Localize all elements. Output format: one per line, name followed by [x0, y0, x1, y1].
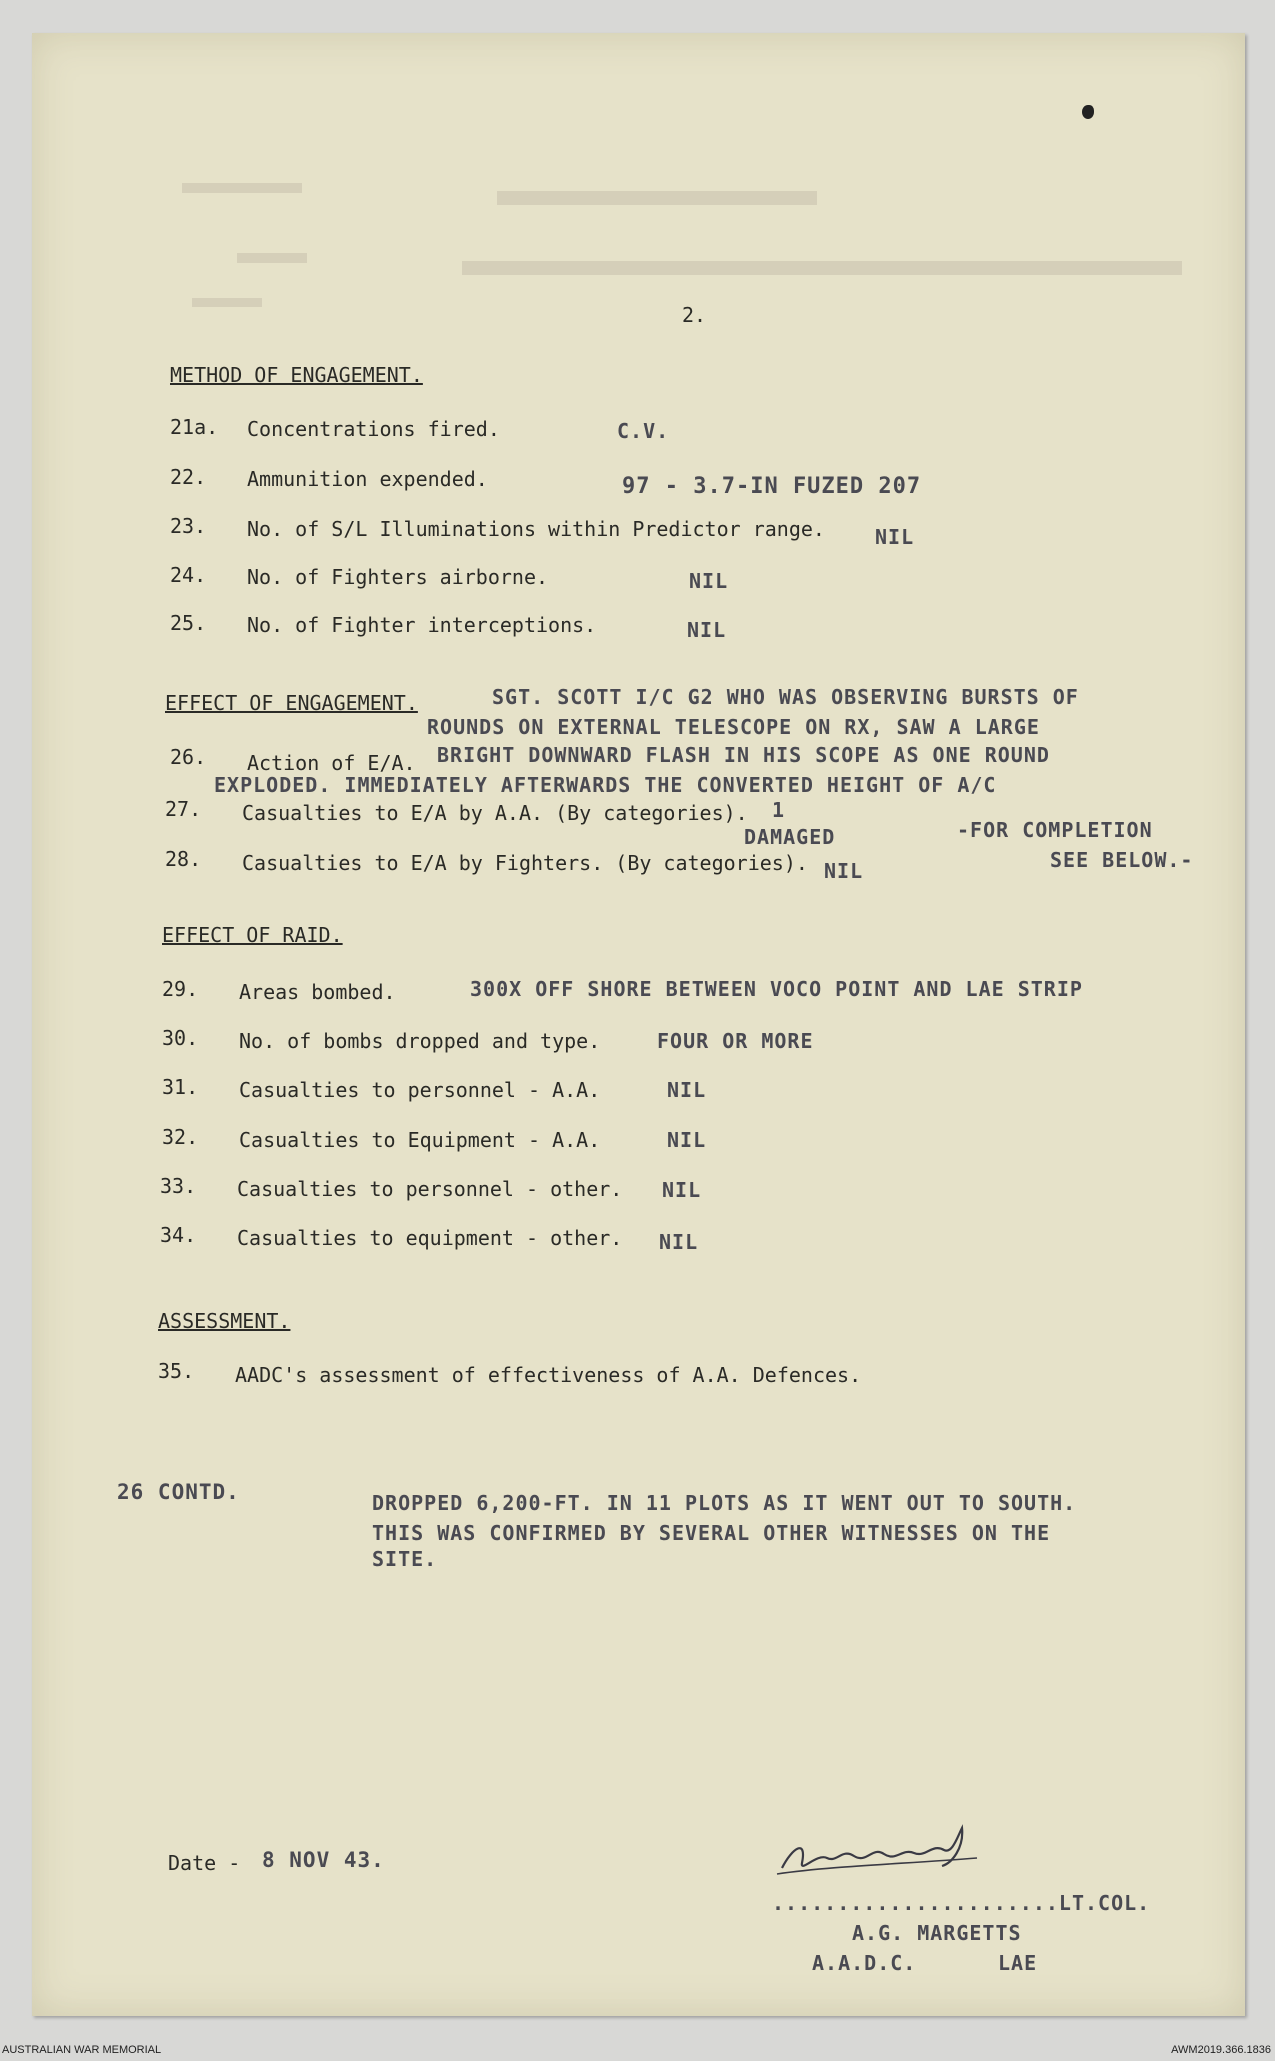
item-number: 22. [170, 465, 207, 489]
section-heading-assessment: ASSESSMENT. [158, 1309, 291, 1333]
engagement-remark-line: BRIGHT DOWNWARD FLASH IN HIS SCOPE AS ONE ROUND [437, 743, 1050, 767]
date-value: 8 NOV 43. [262, 1848, 385, 1872]
item-number: 35. [158, 1359, 195, 1383]
item-answer: NIL [667, 1128, 707, 1152]
item-number: 28. [165, 847, 202, 871]
item-answer: NIL [667, 1078, 707, 1102]
bleed-through-mark [182, 183, 302, 193]
engagement-remark-completion: -FOR COMPLETION [957, 818, 1153, 842]
item-label: Casualties to equipment - other. [237, 1226, 623, 1250]
item-answer: NIL [689, 569, 729, 593]
signature-place: LAE [998, 1951, 1038, 1975]
item-label: Ammunition expended. [247, 467, 488, 491]
section-heading-effect-raid: EFFECT OF RAID. [162, 923, 343, 947]
item-label: AADC's assessment of effectiveness of A.A. Defences. [235, 1363, 862, 1387]
section-heading-effect-engagement: EFFECT OF ENGAGEMENT. [165, 691, 418, 715]
signature-name: A.G. MARGETTS [852, 1921, 1022, 1945]
bleed-through-mark [497, 191, 817, 205]
signature-role: A.A.D.C. [812, 1951, 917, 1975]
item-label: Casualties to personnel - A.A. [239, 1078, 601, 1102]
item-number: 31. [162, 1075, 199, 1099]
section-heading-method: METHOD OF ENGAGEMENT. [170, 363, 423, 387]
item-label: Areas bombed. [239, 980, 396, 1004]
continuation-line: THIS WAS CONFIRMED BY SEVERAL OTHER WITNESSES ON THE [372, 1521, 1051, 1545]
engagement-remark-line: ROUNDS ON EXTERNAL TELESCOPE ON RX, SAW A LARGE [427, 715, 1040, 739]
engagement-remark-see-below: SEE BELOW.- [1050, 848, 1194, 872]
item-label: Casualties to personnel - other. [237, 1177, 623, 1201]
page-number: 2. [682, 303, 707, 327]
date-label: Date - [168, 1851, 241, 1875]
item-number: 26. [170, 745, 207, 769]
item-label: No. of bombs dropped and type. [239, 1029, 601, 1053]
footer-credit-left: AUSTRALIAN WAR MEMORIAL [2, 2044, 162, 2056]
item-answer: FOUR OR MORE [657, 1029, 814, 1053]
item-label: Action of E/A. [247, 751, 416, 775]
item-answer: NIL [662, 1178, 702, 1202]
item-number: 23. [170, 514, 207, 538]
item-answer: 97 - 3.7-IN FUZED 207 [622, 474, 922, 499]
item-number: 24. [170, 563, 207, 587]
item-answer: NIL [687, 618, 727, 642]
item-number: 33. [160, 1174, 197, 1198]
footer-accession-number: AWM2019.366.1836 [1171, 2044, 1271, 2056]
item-label: Casualties to E/A by Fighters. (By categories). [242, 851, 808, 875]
punch-hole-mark [1082, 105, 1094, 119]
item-answer: NIL [824, 859, 864, 883]
signature-scrawl [772, 1808, 1002, 1888]
bleed-through-mark [462, 261, 1182, 275]
continuation-label: 26 CONTD. [117, 1480, 240, 1504]
item-answer: NIL [659, 1230, 699, 1254]
engagement-remark-line: SGT. SCOTT I/C G2 WHO WAS OBSERVING BURSTS OF [492, 685, 1079, 709]
item-number: 21a. [170, 415, 219, 439]
item-number: 30. [162, 1026, 199, 1050]
bleed-through-mark [237, 253, 307, 263]
item-answer: NIL [875, 525, 915, 549]
item-number: 25. [170, 611, 207, 635]
engagement-remark-damaged: DAMAGED [744, 825, 836, 849]
item-label: No. of Fighters airborne. [247, 565, 549, 589]
item-number: 27. [165, 797, 202, 821]
bleed-through-mark [192, 298, 262, 307]
item-answer: 1 [772, 798, 786, 822]
item-answer: 300X OFF SHORE BETWEEN VOCO POINT AND LAE STRIP [470, 977, 1083, 1001]
item-label: No. of S/L Illuminations within Predictor range. [247, 517, 825, 541]
item-label: No. of Fighter interceptions. [247, 613, 597, 637]
item-answer: C.V. [617, 419, 670, 443]
item-label: Casualties to Equipment - A.A. [239, 1128, 601, 1152]
item-label: Concentrations fired. [247, 417, 500, 441]
item-number: 29. [162, 977, 199, 1001]
item-number: 32. [162, 1125, 199, 1149]
item-label: Casualties to E/A by A.A. (By categories). [242, 801, 748, 825]
continuation-line: SITE. [372, 1547, 438, 1571]
item-number: 34. [160, 1223, 197, 1247]
continuation-line: DROPPED 6,200-FT. IN 11 PLOTS AS IT WENT OUT TO SOUTH. [372, 1491, 1077, 1515]
signature-rank-line: ......................LT.COL. [772, 1891, 1151, 1915]
document-page [32, 33, 1245, 2016]
engagement-remark-line: EXPLODED. IMMEDIATELY AFTERWARDS THE CONVERTED HEIGHT OF A/C [214, 773, 997, 797]
